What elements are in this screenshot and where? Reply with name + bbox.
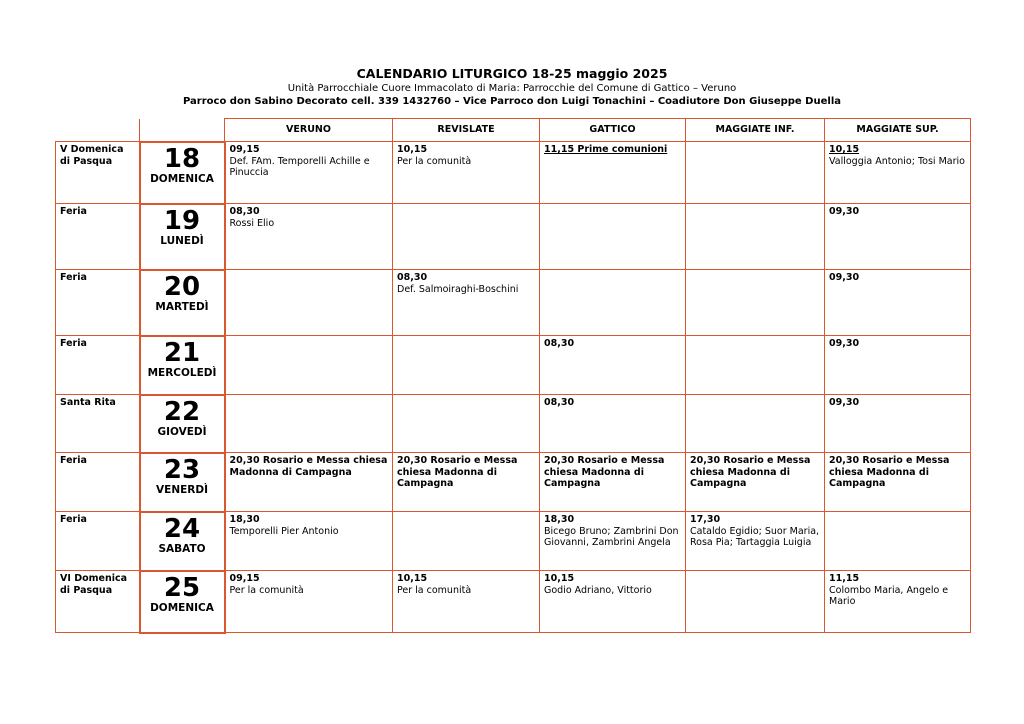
weekday-name: DOMENICA — [150, 601, 214, 614]
liturgical-day-label: Feria — [56, 453, 140, 512]
column-header-maggiate-sup: MAGGIATE SUP. — [825, 119, 971, 142]
column-header-veruno: VERUNO — [225, 119, 393, 142]
day-number: 25 — [163, 572, 201, 603]
mass-time: 17,30 — [690, 514, 721, 525]
mass-cell-maggiate-inf — [686, 142, 825, 204]
liturgical-day-label: Feria — [56, 512, 140, 571]
mass-cell-maggiate-sup — [825, 204, 971, 270]
mass-cell-maggiate-inf — [686, 512, 825, 571]
mass-cell-veruno — [225, 270, 393, 336]
calendar-row — [56, 571, 971, 633]
mass-time: 20,30 Rosario e Messa chiesa Madonna di Campagna — [829, 455, 950, 489]
calendar-row — [56, 142, 971, 204]
mass-cell-maggiate-sup — [825, 142, 971, 204]
mass-cell-revislate — [393, 142, 540, 204]
mass-cell-revislate — [393, 270, 540, 336]
mass-time: 09,30 — [829, 397, 860, 408]
date-cell — [140, 395, 225, 453]
liturgical-day-label: Feria — [56, 204, 140, 270]
mass-time: 10,15 — [829, 144, 860, 155]
day-number: 21 — [163, 337, 201, 368]
mass-cell-revislate — [393, 395, 540, 453]
weekday-name: VENERDÌ — [156, 483, 208, 496]
column-header-gattico: GATTICO — [540, 119, 686, 142]
mass-cell-maggiate-sup — [825, 512, 971, 571]
mass-cell-gattico — [540, 336, 686, 395]
column-header-maggiate-inf: MAGGIATE INF. — [686, 119, 825, 142]
mass-time: 08,30 — [544, 338, 575, 349]
mass-cell-veruno — [225, 453, 393, 512]
mass-cell-maggiate-inf — [686, 571, 825, 633]
mass-cell-veruno — [225, 204, 393, 270]
mass-cell-maggiate-sup — [825, 395, 971, 453]
mass-time: 20,30 Rosario e Messa chiesa Madonna di Campagna — [690, 455, 811, 489]
mass-time: 10,15 — [397, 144, 428, 155]
mass-cell-maggiate-sup — [825, 336, 971, 395]
day-number: 22 — [163, 396, 201, 427]
mass-time: 08,30 — [229, 206, 260, 217]
document-subtitle: Unità Parrocchiale Cuore Immacolato di Maria: Parrocchie del Comune di Gattico – Veruno — [287, 83, 737, 94]
day-number: 23 — [163, 454, 201, 485]
clergy-line: Parroco don Sabino Decorato cell. 339 1432760 – Vice Parroco don Luigi Tonachini – Coadiutore Don Giuseppe Duella — [182, 96, 841, 107]
mass-cell-revislate — [393, 204, 540, 270]
mass-cell-revislate — [393, 512, 540, 571]
date-cell — [140, 512, 225, 571]
mass-time: 18,30 — [544, 514, 575, 525]
date-cell — [140, 336, 225, 395]
liturgical-day-label: V Domenica di Pasqua — [56, 142, 140, 204]
weekday-name: MARTEDÌ — [155, 300, 209, 313]
mass-time: 10,15 — [544, 573, 575, 584]
calendar-row — [56, 336, 971, 395]
date-cell — [140, 270, 225, 336]
mass-cell-maggiate-sup — [825, 571, 971, 633]
day-number: 18 — [163, 143, 201, 174]
mass-cell-gattico — [540, 395, 686, 453]
blank-header — [140, 119, 225, 142]
mass-intention: Bicego Bruno; Zambrini Don Giovanni, Zambrini Angela — [544, 525, 679, 548]
liturgical-day-label: Santa Rita — [56, 395, 140, 453]
mass-time: 20,30 Rosario e Messa chiesa Madonna di Campagna — [229, 455, 388, 478]
mass-intention: Per la comunità — [229, 584, 304, 596]
mass-cell-revislate — [393, 453, 540, 512]
calendar-row — [56, 453, 971, 512]
mass-time: 10,15 — [397, 573, 428, 584]
mass-cell-gattico — [540, 142, 686, 204]
mass-intention: Per la comunità — [397, 584, 472, 596]
mass-cell-maggiate-inf — [686, 395, 825, 453]
date-cell — [140, 204, 225, 270]
mass-cell-maggiate-sup — [825, 453, 971, 512]
mass-time: 09,15 — [229, 573, 260, 584]
mass-intention: Colombo Maria, Angelo e Mario — [829, 584, 949, 607]
mass-cell-maggiate-inf — [686, 453, 825, 512]
date-cell — [140, 571, 225, 633]
liturgical-day-label: VI Domenica di Pasqua — [56, 571, 140, 633]
mass-intention: Valloggia Antonio; Tosi Mario — [829, 155, 965, 167]
day-number: 19 — [163, 205, 201, 236]
calendar-row — [56, 270, 971, 336]
liturgical-calendar-table — [55, 118, 971, 634]
mass-cell-revislate — [393, 571, 540, 633]
mass-cell-veruno — [225, 336, 393, 395]
mass-cell-maggiate-inf — [686, 204, 825, 270]
day-number: 24 — [163, 513, 201, 544]
mass-time: 18,30 — [229, 514, 260, 525]
day-number: 20 — [163, 271, 201, 302]
mass-time: 11,15 — [829, 573, 860, 584]
mass-time: 09,15 — [229, 144, 260, 155]
calendar-row — [56, 204, 971, 270]
document-header — [0, 66, 1024, 108]
mass-intention: Rossi Elio — [229, 217, 275, 229]
mass-cell-veruno — [225, 142, 393, 204]
blank-header — [56, 119, 140, 142]
mass-cell-veruno — [225, 571, 393, 633]
weekday-name: LUNEDÌ — [160, 234, 204, 247]
date-cell — [140, 453, 225, 512]
mass-intention: Def. Salmoiraghi-Boschini — [397, 283, 519, 295]
mass-cell-veruno — [225, 395, 393, 453]
calendar-row — [56, 512, 971, 571]
weekday-name: GIOVEDÌ — [157, 425, 207, 438]
mass-time: 09,30 — [829, 206, 860, 217]
mass-cell-maggiate-inf — [686, 270, 825, 336]
mass-intention: Def. FAm. Temporelli Achille e Pinuccia — [229, 155, 370, 178]
mass-cell-revislate — [393, 336, 540, 395]
liturgical-day-label: Feria — [56, 270, 140, 336]
mass-time: 08,30 — [544, 397, 575, 408]
mass-cell-veruno — [225, 512, 393, 571]
mass-cell-gattico — [540, 571, 686, 633]
mass-cell-gattico — [540, 453, 686, 512]
document-title: CALENDARIO LITURGICO 18-25 maggio 2025 — [356, 66, 668, 81]
weekday-name: MERCOLEDÌ — [147, 366, 217, 379]
mass-time: 09,30 — [829, 338, 860, 349]
mass-cell-maggiate-sup — [825, 270, 971, 336]
mass-time: 20,30 Rosario e Messa chiesa Madonna di Campagna — [544, 455, 665, 489]
mass-cell-maggiate-inf — [686, 336, 825, 395]
date-cell — [140, 142, 225, 204]
mass-time: 09,30 — [829, 272, 860, 283]
mass-time: 11,15 Prime comunioni — [544, 144, 668, 155]
mass-intention: Cataldo Egidio; Suor Maria, Rosa Pia; Tartaggia Luigia — [690, 525, 820, 548]
weekday-name: DOMENICA — [150, 172, 214, 185]
column-header-row — [56, 119, 971, 142]
mass-cell-gattico — [540, 270, 686, 336]
column-header-revislate: REVISLATE — [393, 119, 540, 142]
mass-cell-gattico — [540, 512, 686, 571]
mass-intention: Temporelli Pier Antonio — [229, 525, 339, 537]
mass-time: 20,30 Rosario e Messa chiesa Madonna di Campagna — [397, 455, 518, 489]
calendar-row — [56, 395, 971, 453]
mass-intention: Per la comunità — [397, 155, 472, 167]
liturgical-day-label: Feria — [56, 336, 140, 395]
weekday-name: SABATO — [158, 542, 206, 555]
mass-intention: Godio Adriano, Vittorio — [544, 584, 652, 596]
mass-cell-gattico — [540, 204, 686, 270]
mass-time: 08,30 — [397, 272, 428, 283]
